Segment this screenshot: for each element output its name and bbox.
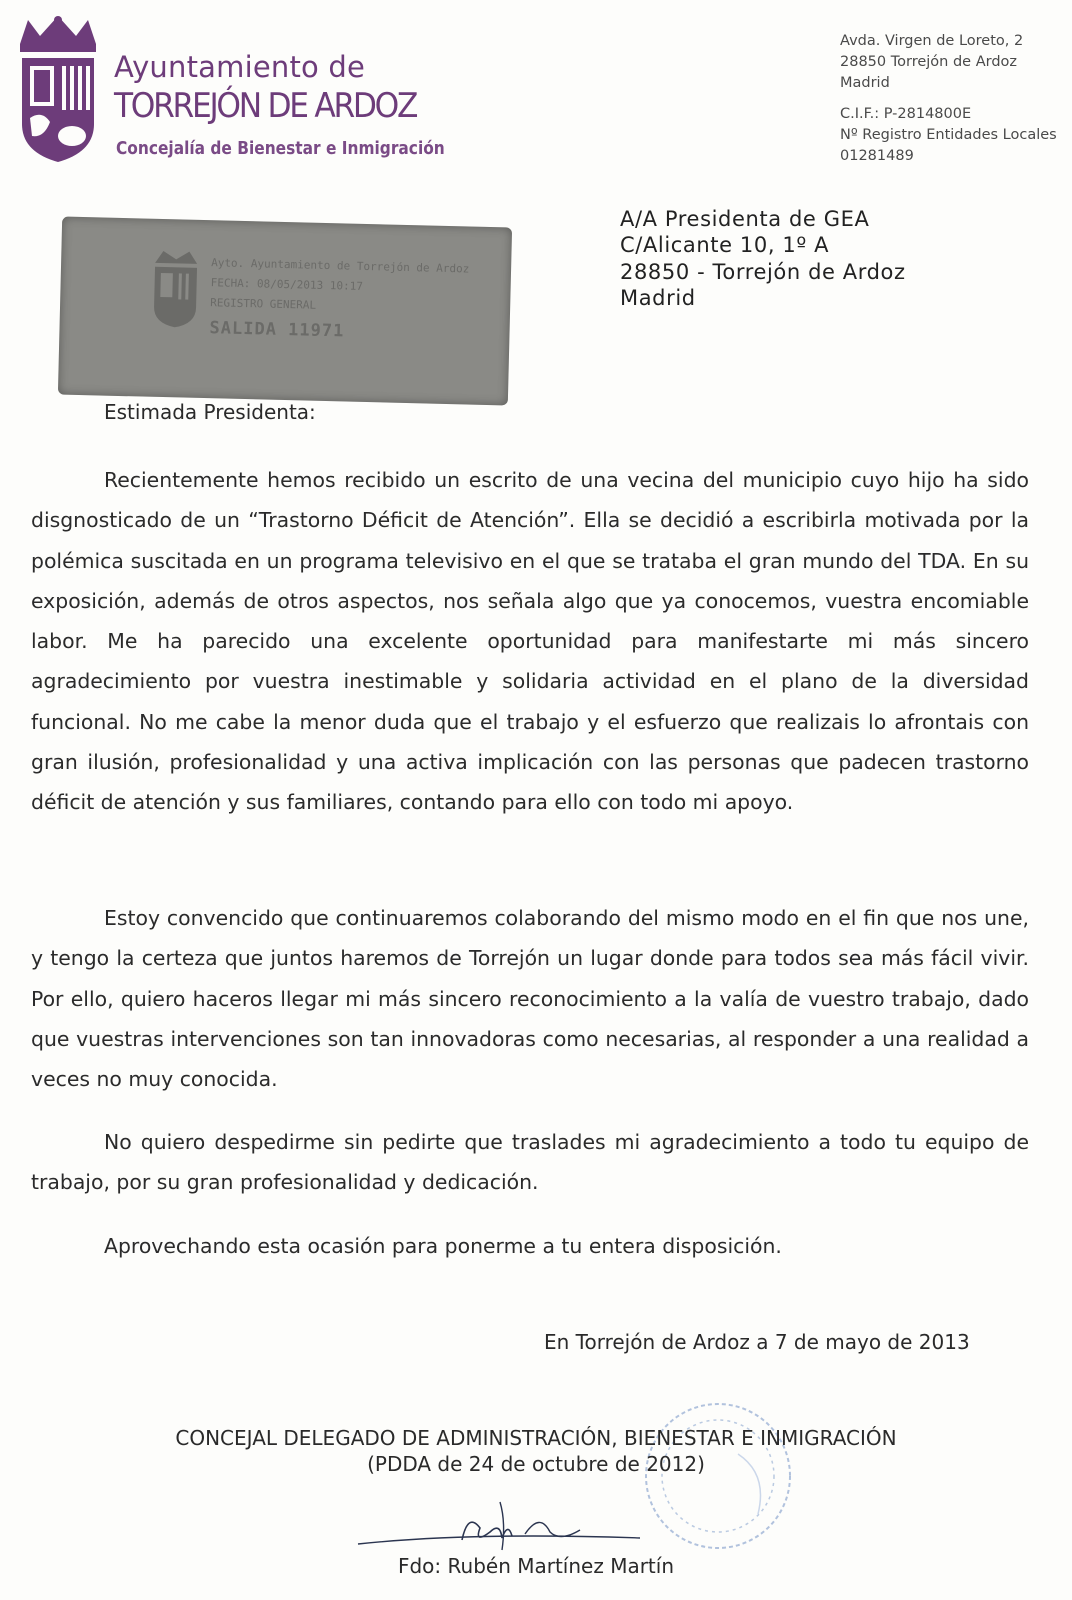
signed-by: Fdo: Rubén Martínez Martín (397, 1554, 674, 1578)
contact-address-line: Avda. Virgen de Loreto, 2 (840, 33, 1024, 49)
contact-address-line: Madrid (840, 75, 890, 91)
handwritten-signature-icon (350, 1492, 650, 1562)
body-paragraph: No quiero despedirme sin pedirte que traslades mi agradecimiento a todo tu equipo de trabajo, por su gran profesionalidad y dedicación. (31, 1130, 1029, 1195)
stamp-date: FECHA: 08/05/2013 10:17 (210, 276, 364, 293)
body-paragraph: Aprovechando esta ocasión para ponerme a tu entera disposición. (104, 1234, 782, 1258)
recipient-line: 28850 - Torrejón de Ardoz (620, 260, 906, 284)
registry-stamp (58, 217, 512, 406)
stamp-exit-number: SALIDA 11971 (209, 318, 345, 342)
contact-cif: C.I.F.: P-2814800E (840, 106, 972, 122)
signer-title: CONCEJAL DELEGADO DE ADMINISTRACIÓN, BIENESTAR E INMIGRACIÓN (175, 1426, 897, 1450)
contact-registry-label: Nº Registro Entidades Locales (840, 127, 1057, 143)
department-name: Concejalía de Bienestar e Inmigración (116, 139, 445, 159)
salutation: Estimada Presidenta: (104, 400, 316, 424)
coat-of-arms-logo (14, 14, 102, 164)
stamp-line: Ayto. Ayuntamiento de Torrejón de Ardoz (210, 256, 470, 276)
contact-registry-number: 01281489 (840, 148, 914, 164)
recipient-line: Madrid (620, 286, 696, 310)
stamp-shield-icon (150, 249, 202, 330)
body-paragraph: Recientemente hemos recibido un escrito de una vecina del municipio cuyo hijo ha sido disgnosticado de un “Trastorno Déficit de Atención”. Ella se decidió a escribirla motivada por la polémica suscitada en un programa televisivo en el que se trataba el gran mundo del TDA. En su exposición, además de otros aspectos, nos señala algo que ya conocemos, vuestra encomiable labor. Me ha parecido una excelente oportunidad para manifestarte mi más sincero agradecimiento por vuestra inestimable y solidaria actividad en el plano de la diversidad funcional. No me cabe la menor duda que el trabajo y el esfuerzo que realizais lo afrontais con gran ilusión, profesionalidad y una activa implicación con las personas que padecen trastorno déficit de atención y sus familiares, contando para ello con todo mi apoyo. (31, 468, 1029, 815)
org-name-line1: Ayuntamiento de (114, 50, 366, 84)
body-paragraph: Estoy convencido que continuaremos colaborando del mismo modo en el fin que nos une, y tengo la certeza que juntos haremos de Torrejón un lugar donde para todos sea más fácil vivir. Por ello, quiero haceros llegar mi más sincero reconocimiento a la valía de vuestro trabajo, dado que vuestras intervenciones son tan innovadoras como necesarias, al responder a una realidad a veces no muy conocida. (31, 906, 1029, 1092)
stamp-line: REGISTRO GENERAL (210, 296, 317, 312)
contact-address-line: 28850 Torrejón de Ardoz (840, 54, 1018, 70)
org-name-line2: TORREJÓN DE ARDOZ (114, 86, 417, 126)
recipient-line: C/Alicante 10, 1º A (620, 233, 830, 257)
date-line: En Torrejón de Ardoz a 7 de mayo de 2013 (544, 1330, 970, 1354)
recipient-line: A/A Presidenta de GEA (620, 207, 870, 231)
signer-subtitle: (PDDA de 24 de octubre de 2012) (367, 1452, 705, 1476)
